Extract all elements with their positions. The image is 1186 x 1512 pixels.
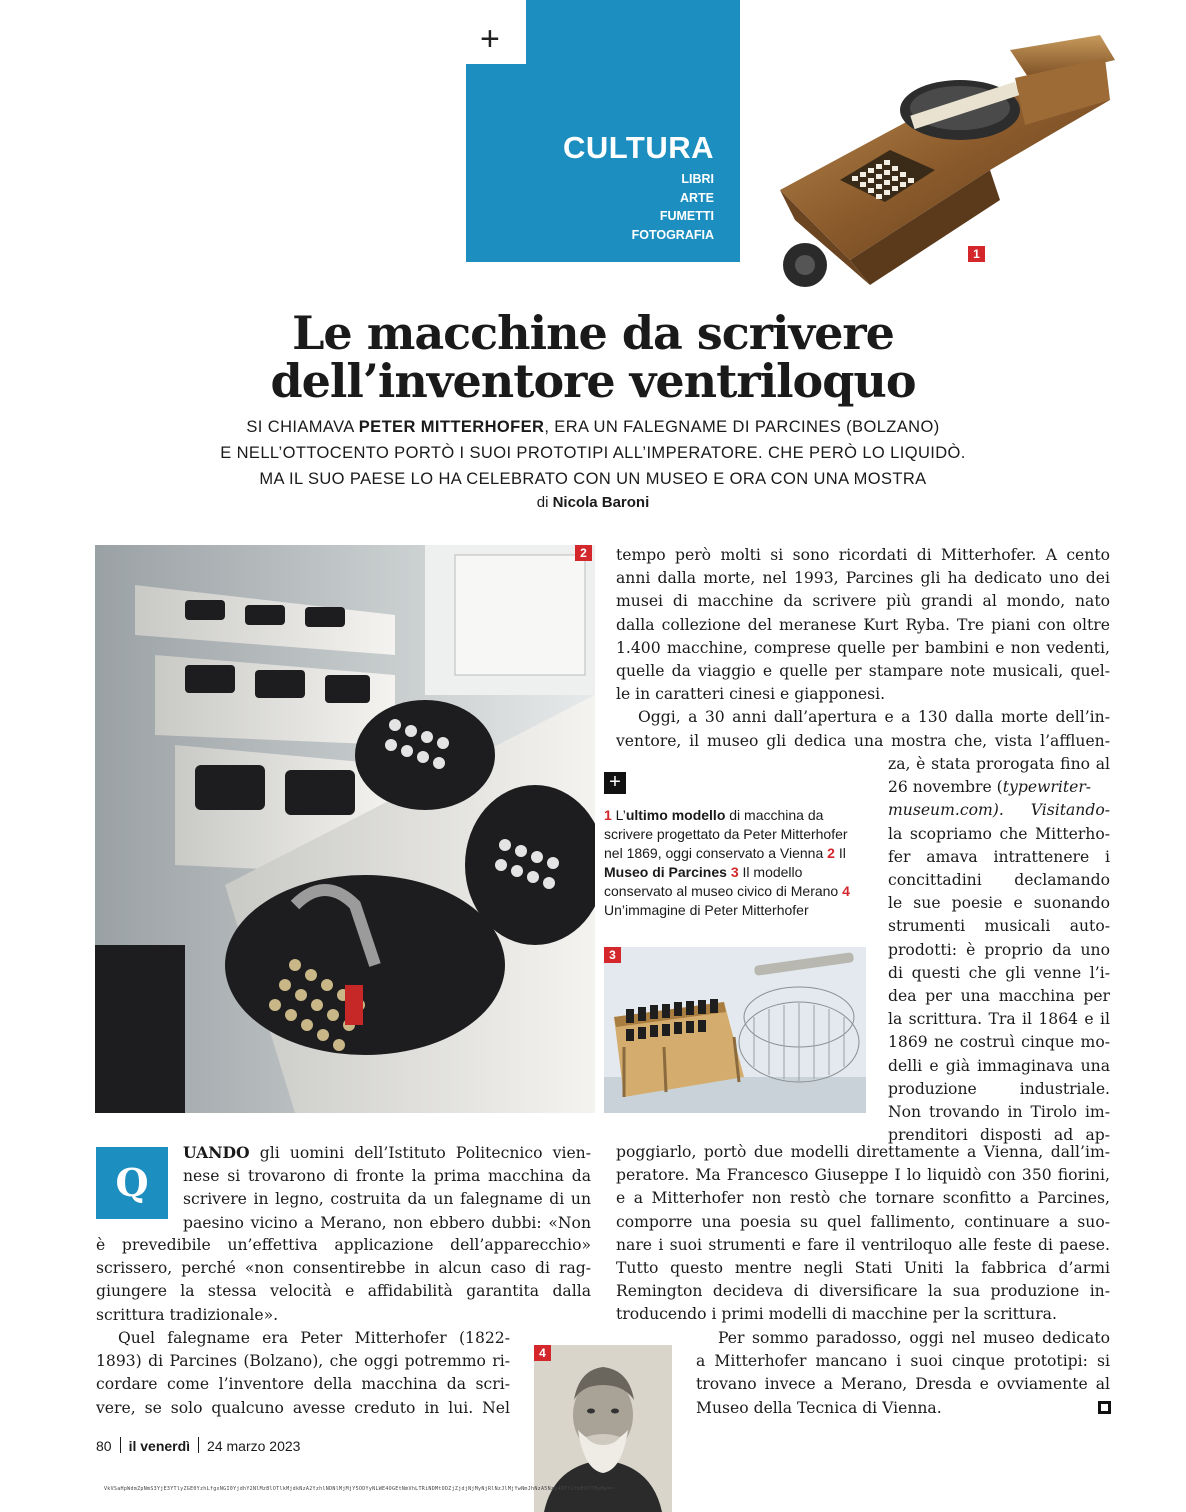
caption-num-4: 4 — [842, 883, 850, 899]
headline-line-1: Le macchine da scrivere — [292, 306, 894, 360]
photo-caption — [604, 806, 866, 920]
section-item-fotografia: FOTOGRAFIA — [631, 227, 714, 242]
text-line: Quel falegname era Peter Mitterhofer (1822- — [118, 1329, 510, 1347]
page-footer — [96, 1437, 300, 1454]
section-item-fumetti: FUMETTI — [659, 209, 714, 223]
caption-num-2: 2 — [827, 845, 835, 861]
text-line: concittadini declamando — [888, 871, 1110, 890]
magazine-name: il venerdì — [128, 1438, 191, 1454]
byline-author: Nicola Baroni — [552, 494, 650, 511]
text-line: peratore. Ma Francesco Giuseppe I lo liquidò con 350 fiorini, — [616, 1166, 1110, 1185]
text-line: prodotti: è proprio da uno — [888, 940, 1110, 959]
section-item-arte: ARTE — [679, 190, 714, 205]
text-line: la scrittura. Tra il 1864 e il — [888, 1010, 1110, 1029]
text-line: 1.400 macchine, comprese quelle per bambini e non vedenti, — [616, 638, 1110, 657]
standfirst-line-1-pre: SI CHIAMAVA — [246, 418, 359, 436]
text-line: nese si trovarono di fronte la prima macchina da — [183, 1167, 591, 1186]
caption-text: Un’immagine di Peter Mitterhofer — [604, 902, 809, 918]
text-line: la scopriamo che Mitterho- — [888, 824, 1110, 843]
photo-1-number: 1 — [968, 246, 985, 262]
text-line: troducendo i primi modelli di macchine per la scrittura. — [616, 1305, 1057, 1324]
lead-word: UANDO — [183, 1143, 250, 1162]
caption-num-1: 1 — [604, 807, 612, 823]
text-line: è prevedibile un’effettiva applicazione dell’apparecchio» — [96, 1236, 591, 1254]
text-line: 1869 ne costruì cinque mo- — [888, 1033, 1110, 1052]
text-line: scrittura tradizionale». — [96, 1305, 279, 1324]
article-column-left-body — [96, 1234, 591, 1327]
text-line: nare i suoi strumenti e fare il ventriloquo alle feste di paese. — [616, 1235, 1110, 1254]
photo-wooden-typewriter — [760, 30, 1120, 300]
text-line: Remington decideva di diversificare la sua produzione in- — [616, 1282, 1110, 1301]
text-line: ventore, il museo gli dedica una mostra che, vista l’affluen- — [616, 731, 1110, 750]
article-column-right-narrow — [888, 753, 1110, 1147]
text-line: prenditori disposti ad ap- — [888, 1126, 1110, 1145]
text-line: anni dalla morte, nel 1993, Parcines gli ha dedicato uno dei — [616, 569, 1110, 588]
text-line: tempo però molti si sono ricordati di Mitterhofer. A cento — [616, 546, 1110, 564]
caption-plus-icon: + — [604, 772, 626, 794]
text-line: e a Mitterhofer non restò che tornare sconfitto a Parcines, — [616, 1189, 1110, 1208]
photo-4-number: 4 — [534, 1345, 551, 1361]
standfirst-line-2: E NELL’OTTOCENTO PORTÒ I SUOI PROTOTIPI ALL’IMPERATORE. CHE PERÒ LO LIQUIDÒ. — [220, 444, 966, 462]
crosshair-icon: + — [480, 20, 500, 58]
photo-merano-model — [604, 947, 866, 1113]
text-line: 1893) di Parcines (Bolzano), che oggi potremmo ri- — [96, 1352, 510, 1371]
page-number: 80 — [96, 1438, 112, 1454]
museum-illustration — [95, 545, 595, 1113]
caption-text: Il — [834, 845, 846, 861]
photo-3-number: 3 — [604, 947, 621, 963]
text-line: comporre una poesia su quel fallimento, continuare a suo- — [616, 1212, 1110, 1231]
article-column-right-bottom — [616, 1141, 1110, 1327]
text-line: Tutto questo mentre negli Stati Uniti la fabbrica d’armi — [616, 1259, 1110, 1278]
text-line: le in caratteri cinesi e giapponesi. — [616, 685, 886, 704]
text-line: strumenti musicali auto- — [888, 917, 1110, 936]
text-line: scrissero, perché «non consentirebbe in alcun caso di rag- — [96, 1259, 591, 1278]
caption-bold: ultimo modello — [625, 807, 726, 823]
article-end-mark-icon — [1098, 1401, 1111, 1414]
caption-text: di macchina da scrivere progettato da Peter Mitterhofer nel 1869, oggi conservato a Vienna — [604, 807, 848, 861]
article-column-left-lead — [183, 1141, 591, 1235]
text-line: dalla collezione del meranese Kurt Ryba. Tre piani con oltre — [616, 615, 1110, 634]
website-link-text: museum.com). Visitando- — [888, 801, 1110, 820]
issue-date: 24 marzo 2023 — [207, 1438, 301, 1454]
text-line: cordare come l’inventore della macchina da scri- — [96, 1375, 510, 1394]
standfirst-line-3: MA IL SUO PAESE LO HA CELEBRATO CON UN MUSEO E ORA CON UNA MOSTRA — [259, 470, 927, 488]
footer-separator — [120, 1437, 121, 1453]
byline — [0, 494, 1186, 511]
section-title: CULTURA — [562, 130, 714, 165]
text-line: giungere la stessa velocità e affidabilità garantita dalla — [96, 1282, 591, 1301]
text-line: Per sommo paradosso, oggi nel museo dedicato — [718, 1329, 1110, 1347]
caption-bold: Museo di Parcines — [604, 864, 727, 880]
text-line: quelle da viaggio e quelle per stampare note musicali, quel- — [616, 662, 1110, 681]
headline-line-2: dell’inventore ventriloquo — [270, 354, 916, 408]
article-column-right-final — [696, 1327, 1110, 1420]
text-line: dea per una macchina per — [888, 987, 1110, 1006]
text-line: fer amava intrattenere i — [888, 847, 1110, 866]
text-line — [888, 776, 1110, 799]
article-column-left-bottom — [96, 1327, 510, 1420]
photo-museum — [95, 545, 595, 1113]
text-line: paesino vicino a Merano, non ebbero dubbi: «Non — [183, 1213, 591, 1232]
merano-model-illustration — [604, 947, 866, 1113]
text-line: di questi che gli venne l’i- — [888, 963, 1110, 982]
text-line: poggiarlo, portò due modelli direttamente a Vienna, dall’im- — [616, 1143, 1110, 1161]
text-line: musei di macchine da scrivere più grandi al mondo, nato — [616, 592, 1110, 611]
text-fragment: 26 novembre ( — [888, 778, 1003, 797]
text-line: trovano invece a Merano, Dresda e ovviamente al — [696, 1375, 1110, 1394]
section-list — [466, 170, 714, 244]
byline-prefix: di — [536, 494, 553, 511]
text-line: scrivere in legno, costruita da un falegname di un — [183, 1190, 591, 1209]
text-line: Museo della Tecnica di Vienna. — [696, 1398, 942, 1417]
website-link-text: typewriter- — [1002, 778, 1092, 797]
headline — [0, 306, 1186, 408]
standfirst — [150, 414, 1036, 492]
section-item-libri: LIBRI — [681, 172, 714, 186]
text-line — [183, 1141, 591, 1165]
drop-cap: Q — [96, 1147, 168, 1219]
caption-num-3: 3 — [730, 864, 739, 880]
caption-text: Il modello conservato al museo civico di Merano — [604, 864, 843, 899]
wooden-typewriter-illustration — [760, 30, 1120, 300]
standfirst-bold-name: PETER MITTERHOFER — [358, 418, 545, 436]
article-column-right-top — [616, 544, 1110, 753]
photo-2-number: 2 — [575, 545, 592, 561]
text-line: Non trovando in Tirolo im- — [888, 1103, 1110, 1122]
text-line: le sue poesie e suonando — [888, 894, 1110, 913]
text-line: produzione industriale. — [888, 1079, 1110, 1098]
standfirst-line-1-post: , ERA UN FALEGNAME DI PARCINES (BOLZANO) — [544, 418, 940, 436]
caption-text: L’ — [611, 807, 626, 823]
text-line: delli e già immaginava una — [888, 1056, 1110, 1075]
text-line: a Mitterhofer mancano i suoi cinque prototipi: si — [696, 1352, 1110, 1371]
text-line: Oggi, a 30 anni dall’apertura e a 130 dalla morte dell’in- — [638, 708, 1110, 727]
text-line: za, è stata prorogata fino al — [888, 755, 1110, 773]
tracking-code: VkVSaHpWdmZpNmS3YjE3YTlyZGE0YzhLfgxNGI0YjdhY2NlMzBlOTlkMjdkNzA2YzhlNDNlMjMjY5ODYyNLWE4OGEtNmVhLTRiNDMtODZjZjdjNjMyNjRlNzJlMjYwNmJhNzA5Nzg4NTY1YmE0YTMyMw== — [104, 1486, 614, 1492]
footer-separator — [198, 1437, 199, 1453]
text-line — [888, 799, 1110, 822]
text-line: vere, se solo qualcuno avesse creduto in lui. Nel — [96, 1398, 510, 1417]
text-fragment: gli uomini dell’Istituto Politecnico vien- — [249, 1144, 591, 1162]
